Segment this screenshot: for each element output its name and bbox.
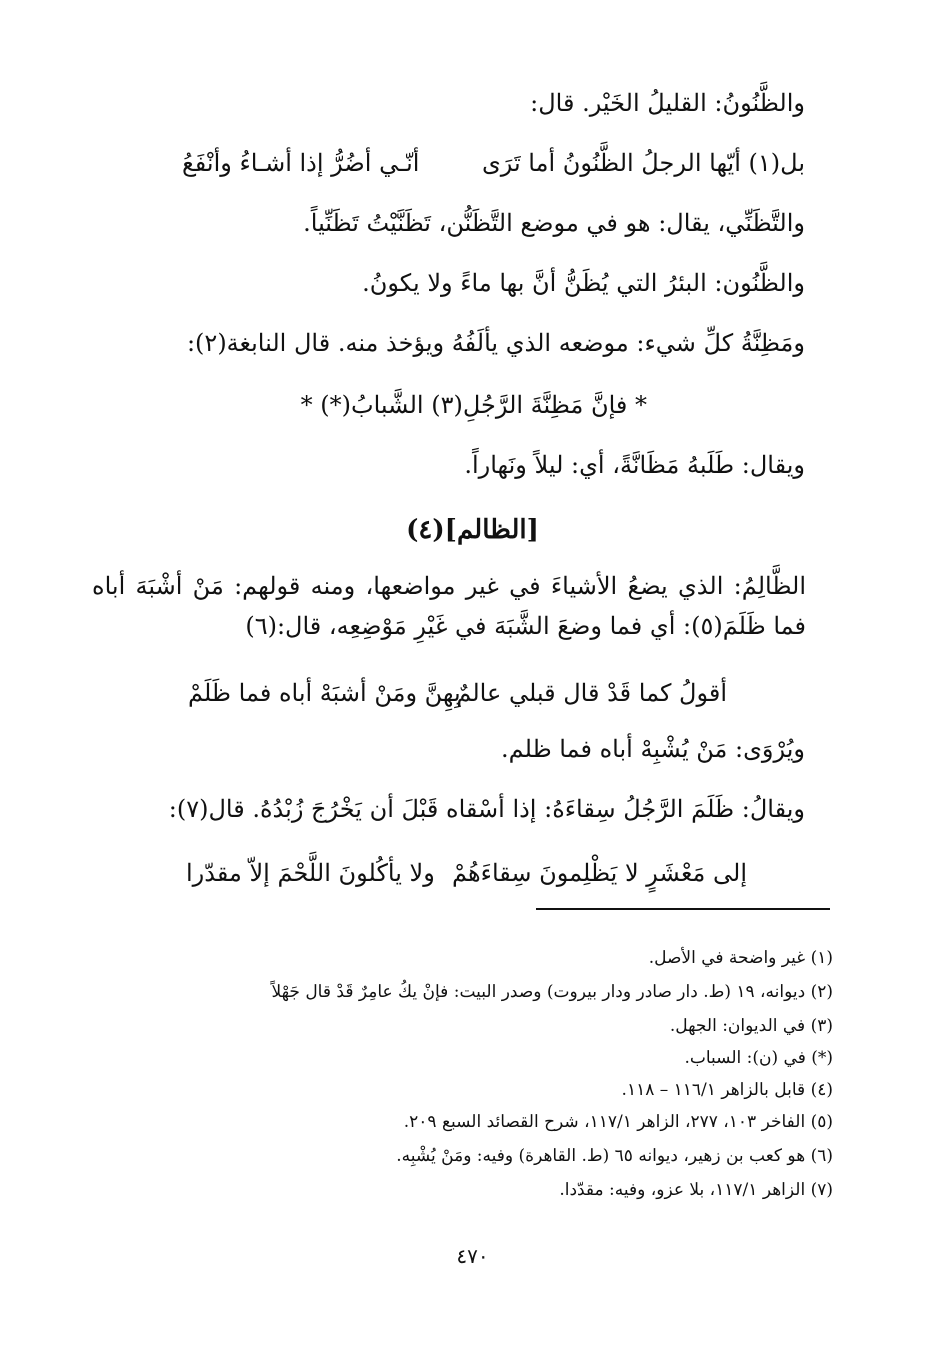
footnote-3: (٣) في الديوان: الجهل. — [669, 1016, 833, 1036]
hemistich-nabigha: * فإنَّ مَظِنَّةَ الرَّجُلِ(٣) الشَّبابُ(*) * — [300, 391, 647, 419]
verse-1-second-hemistich: أنّـي أضُرُّ إذا أشـاءُ وأنْفَعُ — [182, 149, 420, 177]
verse-3-second-hemistich: ولا يأكُلونَ اللَّحْمَ إلاّ مقدّرا — [186, 859, 435, 887]
text-line-tazanni: والتَّظَنِّي، يقال: هو في موضع التَّظَنُّن، تَظَنَّيْتُ تَظَنِّياً. — [303, 209, 805, 237]
footnote-7: (٧) الزاهر ١١٧/١، بلا عزو، وفيه: مقدّدا. — [559, 1180, 833, 1200]
footnote-2: (٢) ديوانه، ١٩ (ط. دار صادر ودار بيروت) وصدر البيت: فإنْ يكُ عامِرٌ قَدْ قال جَهْلاً — [271, 982, 833, 1002]
section-heading: [الظالم](٤) — [406, 515, 539, 545]
footnote-4: (٤) قابل بالزاهر ١١٦/١ – ١١٨. — [621, 1080, 833, 1100]
footnote-divider — [536, 908, 830, 910]
paragraph-zalim: الظَّالِمُ: الذي يضعُ الأشياءَ في غير مواضعها، ومنه قولهم: مَنْ أشْبَهَ أباه فما ظَلَمَ(٥): أي فما وضعَ الشَّبَهَ في غَيْرِ مَوْضِعِه، قال:(٦) — [92, 572, 806, 640]
text-line-talabahu: ويقال: طَلَبهُ مَظَانَّةً، أي: ليلاً ونَهاراً. — [464, 451, 805, 479]
verse-2-second-hemistich: بِهِنَّ ومَنْ أشبَهْ أباه فما ظَلَمْ — [188, 679, 461, 707]
text-line-zanun: والظَّنُونُ: القليلُ الخَيْر. قال: — [530, 89, 805, 117]
text-line-yurwa: ويُرْوَى: مَنْ يُشْبِهْ أباه فما ظلم. — [501, 735, 805, 763]
verse-2-first-hemistich: أقولُ كما قَدْ قال قبلي عالمٌ — [456, 679, 727, 707]
text-line-well: والظَّنُون: البئرُ التي يُظَنُّ أنَّ بها ماءً ولا يكونُ. — [362, 269, 805, 297]
footnote-1: (١) غير واضحة في الأصل. — [648, 948, 833, 968]
footnote-6: (٦) هو كعب بن زهير، ديوانه ٦٥ (ط. القاهرة) وفيه: ومَنْ يُشْبِه. — [396, 1146, 833, 1166]
text-line-mazinna: ومَظِنَّةُ كلِّ شيء: موضعه الذي يألَفُهُ ويؤخذ منه. قال النابغة(٢): — [186, 329, 805, 357]
verse-3-first-hemistich: إلى مَعْشَرٍ لا يَظْلِمونَ سِقاءَهُمْ — [452, 859, 747, 887]
footnote-star: (*) في (ن): السباب. — [684, 1048, 833, 1068]
footnote-5: (٥) الفاخر ١٠٣، ٢٧٧، الزاهر ١١٧/١، شرح القصائد السبع ٢٠٩. — [403, 1112, 833, 1132]
page-number: ٤٧٠ — [456, 1244, 489, 1268]
verse-1-first-hemistich: بل(١) أيّها الرجلُ الظَّنُونُ أما تَرَى — [481, 149, 805, 177]
text-line-yuqal: ويقالُ: ظَلَمَ الرَّجُلُ سِقاءَهُ: إذا أسْقاه قَبْلَ أن يَخْرُجَ زُبْدُهُ. قال(٧): — [168, 795, 805, 823]
